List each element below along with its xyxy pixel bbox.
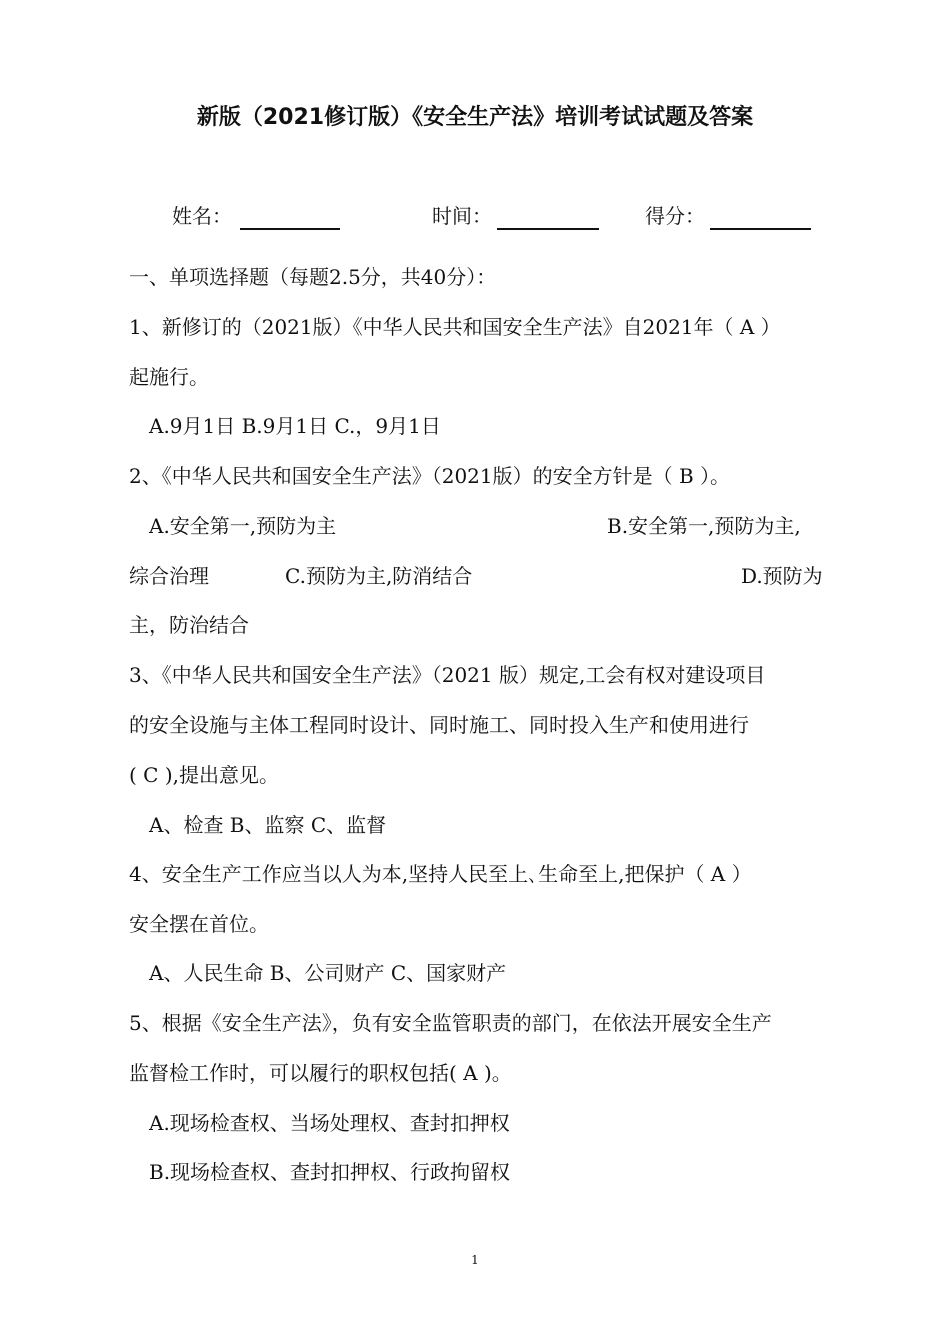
question-5-stem-line2: 监督检工作时，可以履行的职权包括( A )。 (129, 1061, 512, 1085)
section-heading: 一、单项选择题（每题2.5分，共40分）： (129, 265, 497, 289)
question-2-stem: 2、《中华人民共和国安全生产法》（2021版）的安全方针是（ B ）。 (129, 464, 731, 488)
question-3-options: A、检查 B、监察 C、监督 (149, 813, 387, 837)
question-3-stem-line2: 的安全设施与主体工程同时设计、同时施工、同时投入生产和使用进行 (129, 713, 749, 737)
question-4-stem-line2: 安全摆在首位。 (129, 912, 269, 936)
question-2-option-b: B.安全第一,预防为主, (607, 514, 801, 538)
question-2-option-a: A.安全第一,预防为主 (149, 514, 337, 538)
question-1-stem-line2: 起施行。 (129, 365, 209, 389)
page-number: 1 (471, 1253, 479, 1267)
question-2-option-b-cont: 综合治理 (129, 564, 209, 588)
question-2-option-c: C.预防为主,防消结合 (285, 564, 473, 588)
name-blank (240, 228, 340, 230)
question-5-option-a: A.现场检查权、当场处理权、查封扣押权 (149, 1111, 510, 1135)
question-5-option-b: B.现场检查权、查封扣押权、行政拘留权 (149, 1160, 511, 1184)
time-blank (497, 228, 599, 230)
question-3-stem-line1: 3、《中华人民共和国安全生产法》（2021 版）规定,工会有权对建设项目 (129, 663, 766, 687)
question-4-stem-line1: 4、安全生产工作应当以人为本,坚持人民至上､生命至上,把保护（ A ） (129, 862, 752, 886)
question-2-option-d: D.预防为 (741, 564, 823, 588)
document-title: 新版（2021修订版）《安全生产法》培训考试试题及答案 (196, 105, 754, 130)
question-2-option-d-cont: 主，防治结合 (129, 613, 249, 637)
score-label: 得分： (645, 204, 705, 228)
question-4-options: A、人民生命 B、公司财产 C、国家财产 (149, 961, 507, 985)
question-1-options: A.9月1日 B.9月1日 C.，9月1日 (149, 414, 441, 438)
question-3-stem-line3: ( C ),提出意见。 (129, 763, 279, 787)
question-1-stem-line1: 1、新修订的（2021版）《中华人民共和国安全生产法》自2021年（ A ） (129, 315, 781, 339)
question-5-stem-line1: 5、根据《安全生产法》，负有安全监管职责的部门，在依法开展安全生产 (129, 1011, 772, 1035)
time-label: 时间： (432, 204, 492, 228)
score-blank (710, 228, 811, 230)
name-label: 姓名： (172, 204, 232, 228)
